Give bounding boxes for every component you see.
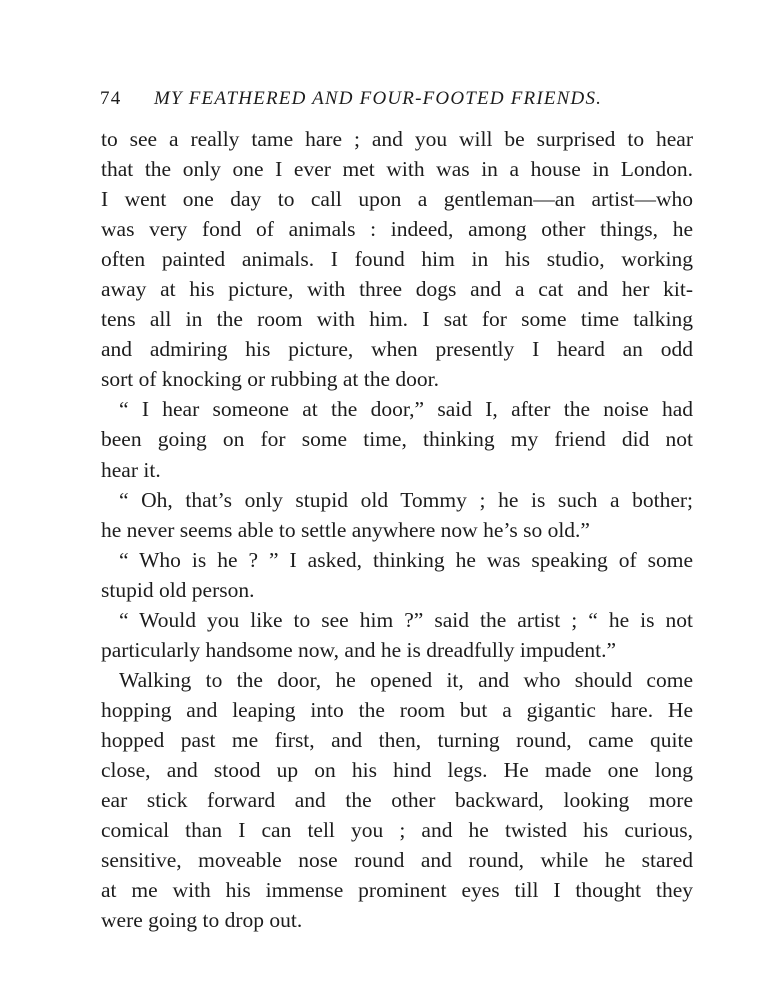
text-line: and admiring his picture, when presently I heard an odd bbox=[101, 337, 693, 362]
text-line: Walking to the door, he opened it, and who should come bbox=[119, 667, 693, 692]
body-text bbox=[101, 124, 693, 935]
text-line: tens all in the room with him. I sat for some time talking bbox=[101, 307, 693, 332]
text-line: at me with his immense prominent eyes till I thought they bbox=[101, 878, 693, 903]
running-title: MY FEATHERED AND FOUR-FOOTED FRIENDS. bbox=[154, 88, 603, 109]
text-line: sort of knocking or rubbing at the door. bbox=[101, 367, 439, 392]
text-line: I went one day to call upon a gentleman—an artist—who bbox=[101, 187, 693, 212]
text-line: sensitive, moveable nose round and round, while he stared bbox=[101, 848, 693, 873]
text-line: “ Who is he ? ” I asked, thinking he was speaking of some bbox=[119, 547, 693, 572]
text-line: were going to drop out. bbox=[101, 908, 303, 933]
running-head bbox=[100, 88, 645, 116]
text-line: away at his picture, with three dogs and a cat and her kit- bbox=[101, 277, 693, 302]
text-line: to see a really tame hare ; and you will be surprised to hear bbox=[101, 127, 693, 151]
text-line: that the only one I ever met with was in a house in London. bbox=[101, 157, 693, 182]
text-line: was very fond of animals : indeed, among other things, he bbox=[101, 217, 693, 242]
text-line: ear stick forward and the other backward, looking more bbox=[101, 788, 693, 813]
text-line: often painted animals. I found him in his studio, working bbox=[101, 247, 693, 272]
page-number: 74 bbox=[100, 88, 122, 109]
text-line: “ I hear someone at the door,” said I, after the noise had bbox=[119, 397, 693, 422]
text-line: hear it. bbox=[101, 457, 161, 482]
text-line: he never seems able to settle anywhere now he’s so old.” bbox=[101, 517, 590, 542]
text-line: comical than I can tell you ; and he twisted his curious, bbox=[101, 818, 693, 843]
text-line: stupid old person. bbox=[101, 577, 255, 602]
text-line: hopping and leaping into the room but a gigantic hare. He bbox=[101, 697, 693, 722]
text-line: particularly handsome now, and he is dreadfully impudent.” bbox=[101, 637, 617, 662]
text-line: hopped past me first, and then, turning round, came quite bbox=[101, 727, 693, 752]
text-line: “ Would you like to see him ?” said the artist ; “ he is not bbox=[119, 607, 693, 632]
text-line: been going on for some time, thinking my friend did not bbox=[101, 427, 693, 452]
text-line: “ Oh, that’s only stupid old Tommy ; he is such a bother; bbox=[119, 487, 693, 512]
text-line: close, and stood up on his hind legs. He made one long bbox=[101, 757, 693, 782]
